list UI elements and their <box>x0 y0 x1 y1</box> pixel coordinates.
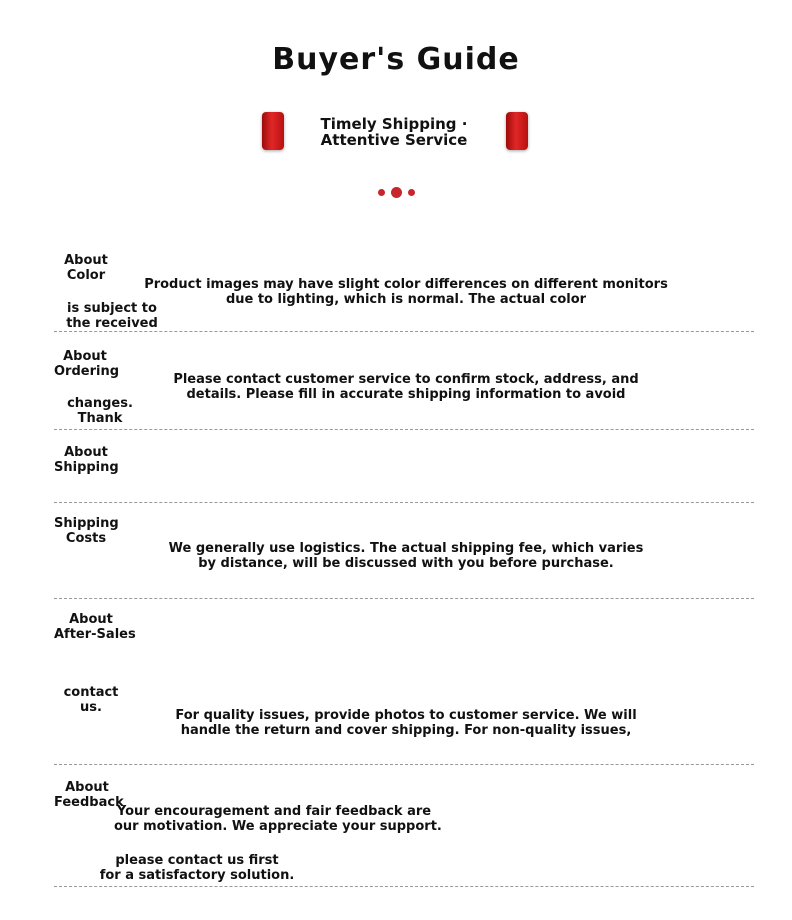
text-line: details. Please fill in accurate shipping information to avoid <box>186 387 626 402</box>
text-line: Your encouragement and fair feedback are <box>116 804 432 819</box>
dot-icon <box>391 187 402 198</box>
section-continuation <box>64 301 160 331</box>
section-text <box>108 372 704 402</box>
left-red-tag-icon <box>262 112 284 150</box>
text-line: due to lighting, which is normal. The actual color <box>225 292 587 307</box>
label-line: Costs <box>65 531 107 546</box>
text-line: our motivation. We appreciate your support. <box>114 819 442 834</box>
subtitle-line-1: Timely Shipping · <box>320 115 468 133</box>
section-about-color <box>54 250 754 332</box>
text-line: We generally use logistics. The actual shipping fee, which varies <box>168 541 644 556</box>
text-line: For quality issues, provide photos to customer service. We will <box>175 708 637 723</box>
text-line: by distance, will be discussed with you before purchase. <box>198 556 614 571</box>
text-line: us. <box>80 700 102 715</box>
label-line: About <box>63 349 107 364</box>
label-line: Shipping <box>54 460 119 475</box>
label-line: Shipping <box>54 516 119 531</box>
section-about-aftersales <box>54 609 754 765</box>
section-label <box>54 612 136 642</box>
label-line: Feedback <box>54 795 124 810</box>
dot-icon <box>378 189 385 196</box>
right-red-tag-icon <box>506 112 528 150</box>
text-line: is subject to <box>67 301 157 316</box>
subtitle-banner <box>0 112 792 152</box>
label-line: About <box>69 612 113 627</box>
text-line: Thank <box>77 411 123 426</box>
subtitle <box>294 116 494 148</box>
subtitle-line-2: Attentive Service <box>320 131 468 149</box>
section-about-ordering <box>54 346 754 430</box>
section-about-shipping <box>54 442 754 503</box>
text-line: Product images may have slight color differences on different monitors <box>144 277 668 292</box>
text-line: please contact us first <box>115 853 279 868</box>
section-label <box>54 445 118 475</box>
text-line: changes. <box>67 396 133 411</box>
decorative-dots <box>0 182 792 201</box>
label-line: Ordering <box>54 364 120 379</box>
text-line: for a satisfactory solution. <box>99 868 295 883</box>
section-label <box>54 349 120 379</box>
text-line: handle the return and cover shipping. For non-quality issues, <box>180 723 632 738</box>
section-text <box>108 541 704 571</box>
section-text <box>108 708 704 738</box>
page-title: Buyer's Guide <box>272 42 520 77</box>
label-line: About <box>64 445 108 460</box>
section-continuation <box>60 396 140 426</box>
label-line: About <box>64 253 108 268</box>
section-shipping-costs <box>54 513 754 599</box>
section-text <box>108 277 704 307</box>
label-line: Color <box>66 268 106 283</box>
section-about-feedback <box>54 778 754 887</box>
label-line: About <box>65 780 109 795</box>
text-line: Please contact customer service to confirm stock, address, and <box>173 372 639 387</box>
label-line: After-Sales <box>54 627 136 642</box>
text-line: contact <box>63 685 119 700</box>
section-text <box>114 804 442 834</box>
section-label <box>54 780 124 810</box>
section-text <box>94 853 300 883</box>
text-line: the received <box>66 316 158 331</box>
dot-icon <box>408 189 415 196</box>
